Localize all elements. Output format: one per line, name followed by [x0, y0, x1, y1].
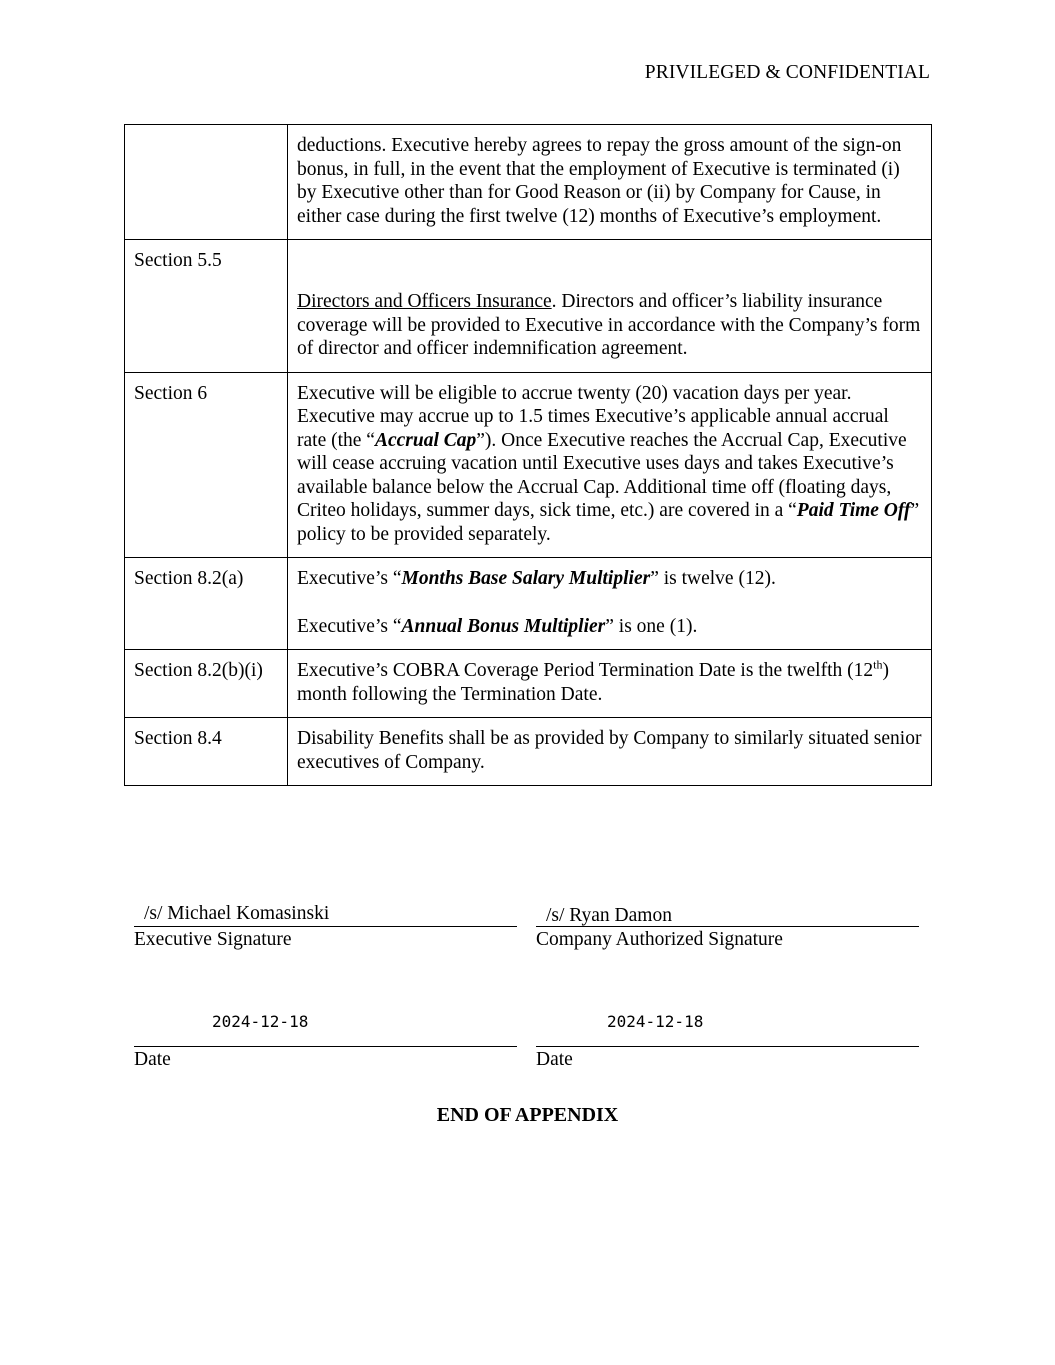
appendix-table: [124, 124, 932, 786]
executive-date-value: 2024-12-18: [212, 1012, 309, 1031]
section-cell: [125, 125, 288, 240]
section-cell: Section 8.2(b)(i): [125, 650, 288, 718]
terms-cell: [288, 240, 932, 373]
paid-time-off-term: Paid Time Off: [796, 500, 911, 521]
table-row: [125, 718, 932, 786]
executive-signature-label: Executive Signature: [134, 929, 292, 950]
executive-signature-block: [134, 902, 517, 951]
bonus-multiplier-paragraph: [297, 615, 922, 639]
insurance-paragraph: [297, 290, 922, 361]
vacation-text: Executive will be eligible to accrue twenty (20) vacation days per year. Executive may accrue up to 1.5 times Executive’s applicable annual accrual rate (the “: [297, 382, 889, 451]
company-signature-block: [536, 902, 919, 951]
company-signature-label: Company Authorized Signature: [536, 929, 783, 950]
cobra-text: Executive’s COBRA Coverage Period Termination Date is the twelfth (12: [297, 660, 874, 681]
multiplier-text: ” is twelve (12).: [650, 568, 776, 589]
company-date-block: [536, 1008, 919, 1071]
bonus-multiplier-term: Annual Bonus Multiplier: [401, 615, 606, 637]
multiplier-text: ” is one (1).: [605, 615, 698, 637]
company-signature-name: /s/ Ryan Damon: [546, 905, 672, 926]
executive-date-label: Date: [134, 1049, 171, 1070]
table-row: [125, 372, 932, 558]
vacation-paragraph: [297, 382, 922, 547]
salary-multiplier-paragraph: [297, 567, 922, 591]
executive-date-block: [134, 1008, 517, 1071]
section-cell: Section 5.5: [125, 240, 288, 373]
section-cell: Section 8.2(a): [125, 558, 288, 650]
table-row: [125, 240, 932, 373]
table-row: [125, 558, 932, 650]
terms-cell: [288, 372, 932, 558]
cobra-text: ) month following the Termination Date.: [297, 660, 889, 705]
insurance-heading: Directors and Officers Insurance: [297, 291, 552, 312]
table-row: [125, 650, 932, 718]
company-date-label: Date: [536, 1049, 573, 1070]
section-cell: Section 8.4: [125, 718, 288, 786]
company-date-value: 2024-12-18: [607, 1012, 704, 1031]
table-row: [125, 125, 932, 240]
cobra-paragraph: [297, 659, 922, 706]
terms-cell: [288, 558, 932, 650]
signature-line: [536, 902, 919, 927]
disability-paragraph: Disability Benefits shall be as provided by Company to similarly situated senior executives of Company.: [297, 728, 922, 773]
multiplier-text: Executive’s “: [297, 568, 402, 589]
date-line: [134, 1008, 517, 1047]
terms-cell: [288, 125, 932, 240]
vacation-text: ” policy to be provided separately.: [297, 500, 920, 545]
section-cell: Section 6: [125, 372, 288, 558]
confidentiality-header: PRIVILEGED & CONFIDENTIAL: [644, 62, 930, 83]
executive-signature-name: /s/ Michael Komasinski: [144, 903, 330, 924]
terms-cell: [288, 650, 932, 718]
sign-on-bonus-text: deductions. Executive hereby agrees to repay the gross amount of the sign-on bonus, in full, in the event that the employment of Executive is terminated (i) by Executive other than for Good Reason or (ii) by Company for Cause, in either case during the first twelve (12) months of Executive’s employment.: [297, 135, 902, 227]
terms-cell: [288, 718, 932, 786]
signature-line: [134, 902, 517, 927]
vacation-text: ”). Once Executive reaches the Accrual Cap, Executive will cease accruing vacation until Executive uses days and takes Executive’s available balance below the Accrual Cap. Additional time off (floating days, Criteo holidays, summer days, sick time, etc.) are covered in a “: [297, 429, 907, 521]
end-of-appendix-title: END OF APPENDIX: [436, 1104, 619, 1126]
multiplier-text: Executive’s “: [297, 615, 402, 637]
insurance-body: . Directors and officer’s liability insurance coverage will be provided to Executive in accordance with the Company’s form of director and officer indemnification agreement.: [297, 291, 921, 359]
date-line: [536, 1008, 919, 1047]
ordinal-superscript: th: [873, 657, 883, 672]
accrual-cap-term: Accrual Cap: [374, 429, 477, 451]
salary-multiplier-term: Months Base Salary Multiplier: [401, 568, 651, 589]
